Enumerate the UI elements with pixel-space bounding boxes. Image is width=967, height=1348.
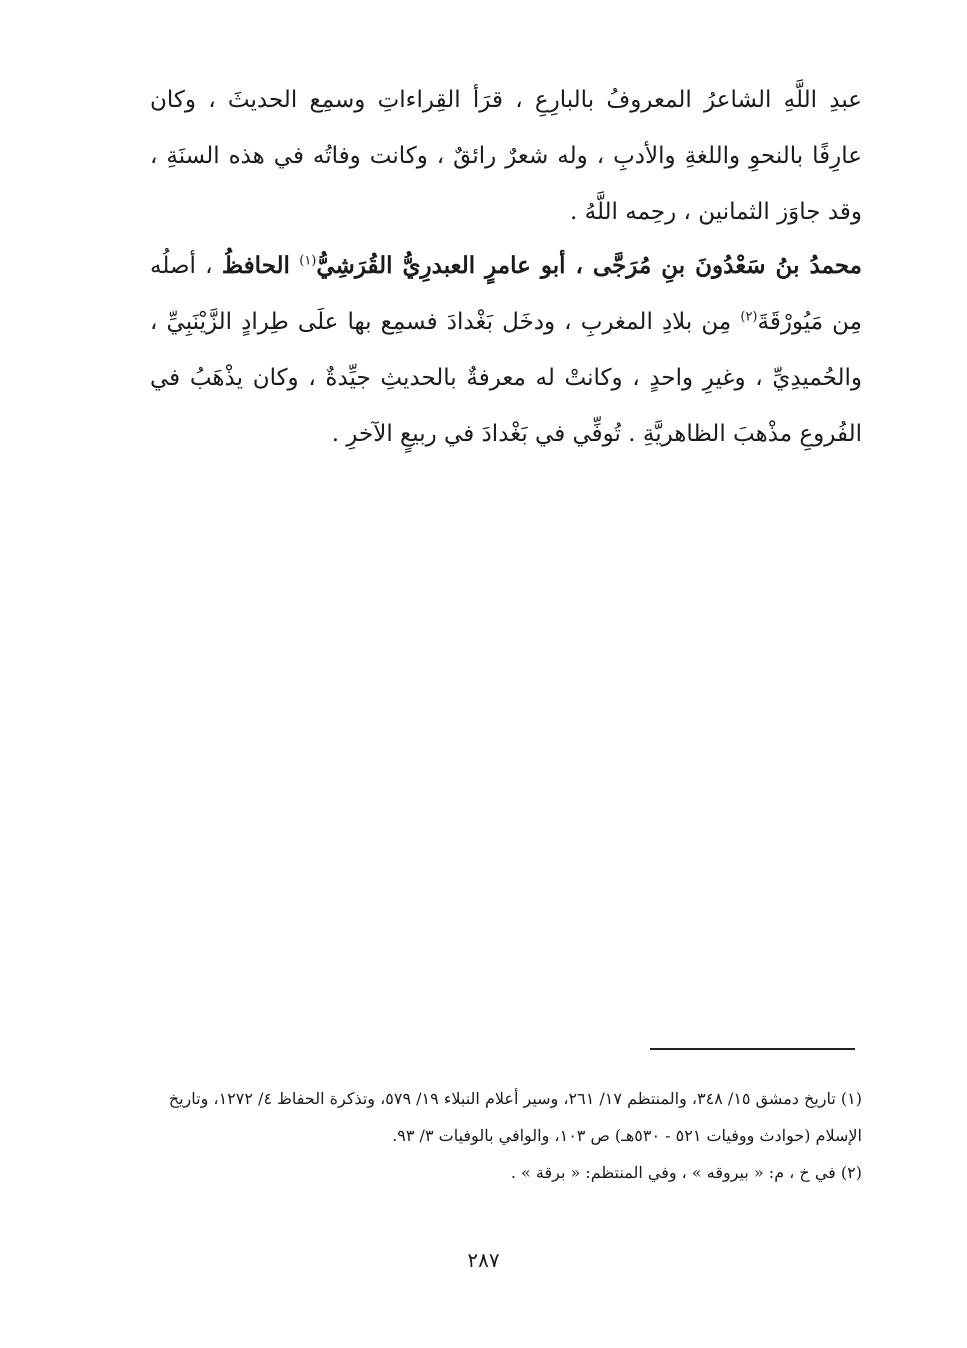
footnotes-section [140, 1080, 862, 1191]
footnote-1: (١) تاريخ دمشق ١٥/ ٣٤٨، والمنتظم ١٧/ ٢٦١، وسير أعلام النبلاء ١٩/ ٥٧٩، وتذكرة الحفاظ ٤/ ١٢٧٢، وتاريخ الإسلام (حوادث ووفيات ٥٢١ - ٥٣٠هـ) ص ١٠٣، والوافي بالوفيات ٣/ ٩٣. [168, 1089, 862, 1145]
footnote-2: (٢) في خ ، م: « بيروقه » ، وفي المنتظم: « برقة » . [510, 1163, 862, 1182]
footnote-ref-2: (٢) [740, 309, 758, 325]
biography-body-text: مِن بلادِ المغربِ ، ودخَل بَغْدادَ فسمِع بها علَى طِرادٍ الزَّيْنَبِيِّ ، والحُميدِيِّ ، وغيرِ واحدٍ ، وكانتْ له معرفةٌ بالحديثِ جيِّدةٌ ، وكان يذْهَبُ في الفُروعِ مذْهبَ الظاهريَّةِ . تُوفِّي في بَغْدادَ في ربيعٍ الآخرِ . [150, 309, 862, 447]
biography-entry [150, 238, 862, 462]
footnote-ref-1: (١) [299, 253, 317, 269]
biography-title: الحافظُ [221, 252, 290, 279]
entry-continuation [150, 72, 862, 240]
biography-origin-text: ، أصلُه مِن مَيُورْقَةَ [150, 253, 863, 335]
footnote-divider [650, 1048, 855, 1050]
page-number: ٢٨٧ [467, 1248, 500, 1272]
biography-name: محمدُ بنُ سَعْدُونَ بنِ مُرَجَّى ، أبو عامرٍ العبدرِيُّ القُرَشِيُّ [316, 252, 862, 279]
biography-paragraph [150, 238, 862, 462]
entry-continuation-paragraph: عبدِ اللَّهِ الشاعرُ المعروفُ بالبارِعِ ، قرَأ القِراءاتِ وسمِع الحديثَ ، وكان عارِفًا بالنحوِ واللغةِ والأدبِ ، وله شعرٌ رائقٌ ، وكانت وفاتُه في هذه السنَةِ ، وقد جاوَز الثمانين ، رحِمه اللَّهُ . [150, 87, 862, 225]
